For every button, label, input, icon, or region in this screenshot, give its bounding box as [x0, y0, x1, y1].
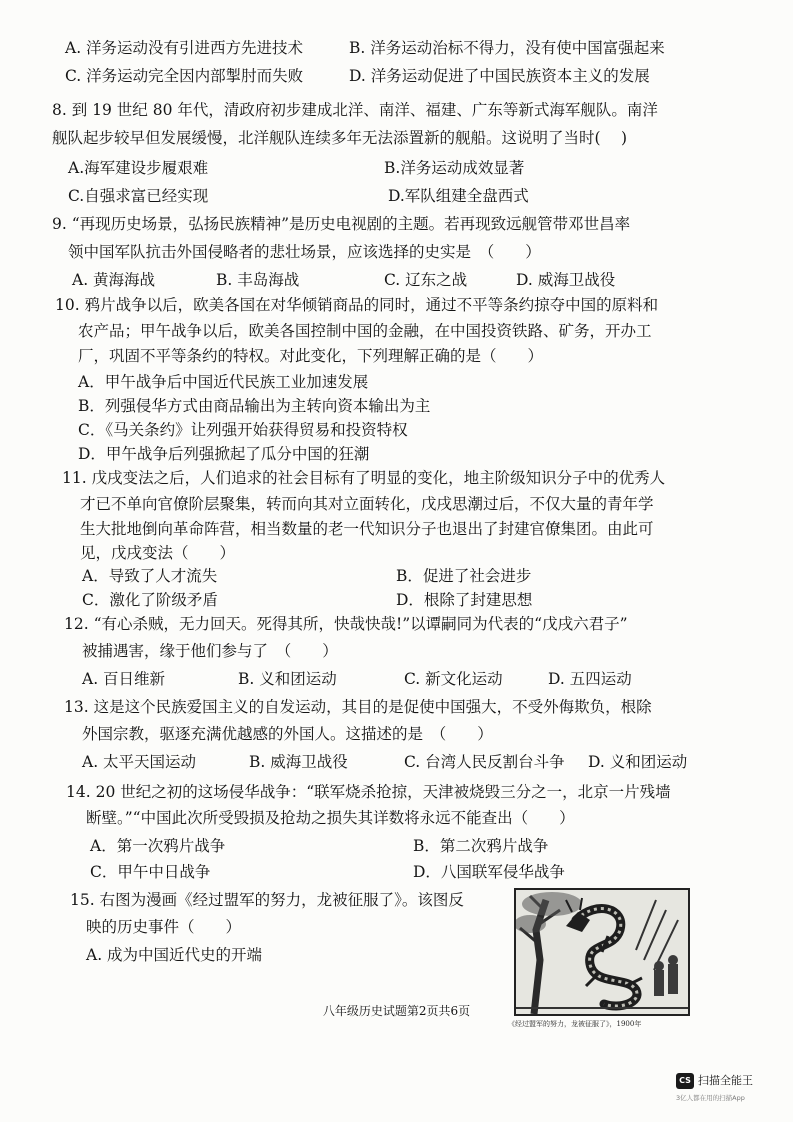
q10-stem-line-3: 厂，巩固不平等条约的特权。对此变化，下列理解正确的是（ ）: [78, 347, 544, 365]
q11-option-d: D．根除了封建思想: [396, 591, 533, 609]
q7-option-b: B. 洋务运动治标不得力，没有使中国富强起来: [349, 39, 665, 57]
q14-stem-line-1: 14. 20 世纪之初的这场侵华战争：“联军烧杀抢掠，天津被烧毁三分之一，北京一片残墙: [66, 783, 671, 801]
q12-stem-line-2: 被捕遇害，缘于他们参与了 （ ）: [82, 642, 338, 660]
q10-option-c: C．《马关条约》让列强开始获得贸易和投资特权: [78, 421, 408, 439]
page-footer: 八年级历史试题第2页共6页: [322, 1004, 471, 1018]
q14-option-b: B．第二次鸦片战争: [413, 837, 549, 855]
q12-stem-line-1: 12. “有心杀贼，无力回天。死得其所，快哉快哉!”以谭嗣同为代表的“戊戌六君子”: [64, 615, 628, 633]
q8-option-b: B.洋务运动成效显著: [384, 159, 525, 177]
q7-option-a: A. 洋务运动没有引进西方先进技术: [65, 39, 304, 57]
q8-option-c: C.自强求富已经实现: [68, 187, 209, 205]
q11-stem-line-2: 才已不单向官僚阶层聚集，转而向其对立面转化，戊戌思潮过后，不仅大量的青年学: [80, 495, 654, 513]
q10-option-d: D．甲午战争后列强掀起了瓜分中国的狂潮: [78, 445, 370, 463]
q9-stem-line-1: 9. “再现历史场景，弘扬民族精神”是历史电视剧的主题。若再现致远舰管带邓世昌率: [52, 215, 631, 233]
q9-option-c: C. 辽东之战: [384, 271, 468, 289]
q13-option-a: A. 太平天国运动: [82, 753, 197, 771]
q12-option-a: A. 百日维新: [82, 670, 166, 688]
q12-option-c: C. 新文化运动: [404, 670, 503, 688]
q7-option-d: D. 洋务运动促进了中国民族资本主义的发展: [349, 67, 650, 85]
q9-option-b: B. 丰岛海战: [216, 271, 300, 289]
q14-stem-line-2: 断壁。”“中国此次所受毁损及抢劫之损失其详数将永远不能查出（ ）: [86, 809, 575, 827]
q11-option-a: A．导致了人才流失: [82, 567, 218, 585]
q12-option-d: D. 五四运动: [548, 670, 632, 688]
q8-option-d: D.军队组建全盘西式: [388, 187, 529, 205]
cartoon-caption: 《经过盟军的努力，龙被征服了》，1900年: [508, 1020, 642, 1028]
q15-option-a: A. 成为中国近代史的开端: [86, 946, 263, 964]
q9-stem-line-2: 领中国军队抗击外国侵略者的悲壮场景，应该选择的史实是 （ ）: [68, 243, 541, 261]
q11-option-c: C．激化了阶级矛盾: [82, 591, 218, 609]
q15-stem-line-2: 映的历史事件（ ）: [86, 918, 242, 936]
scanner-slogan: 3亿人都在用的扫描App: [676, 1094, 745, 1102]
q13-stem-line-1: 13. 这是这个民族爱国主义的自发运动，其目的是促使中国强大，不受外侮欺负，根除: [64, 698, 652, 716]
camscanner-logo-icon: CS: [676, 1073, 694, 1089]
q13-stem-line-2: 外国宗教，驱逐充满优越感的外国人。这描述的是 （ ）: [82, 725, 493, 743]
q10-stem-line-1: 10. 鸦片战争以后，欧美各国在对华倾销商品的同时，通过不平等条约掠夺中国的原料和: [55, 296, 659, 314]
q12-option-b: B. 义和团运动: [238, 670, 337, 688]
q14-option-a: A．第一次鸦片战争: [90, 837, 226, 855]
q8-stem-line-2: 舰队起步较早但发展缓慢，北洋舰队连续多年无法添置新的舰船。这说明了当时( ): [52, 129, 628, 147]
q11-stem-line-1: 11. 戊戌变法之后，人们追求的社会目标有了明显的变化，地主阶级知识分子中的优秀人: [62, 469, 666, 487]
q11-option-b: B．促进了社会进步: [396, 567, 532, 585]
q11-stem-line-4: 见，戊戌变法（ ）: [80, 544, 236, 562]
q7-option-c: C. 洋务运动完全因内部掣肘而失败: [65, 67, 304, 85]
q14-option-c: C．甲午中日战争: [90, 863, 211, 881]
q13-option-b: B. 威海卫战役: [249, 753, 348, 771]
q14-option-d: D．八国联军侵华战争: [413, 863, 565, 881]
q10-stem-line-2: 农产品；甲午战争以后，欧美各国控制中国的金融，在中国投资铁路、矿务，开办工: [78, 322, 652, 340]
q10-option-a: A．甲午战争后中国近代民族工业加速发展: [78, 373, 369, 391]
q8-stem-line-1: 8. 到 19 世纪 80 年代，清政府初步建成北洋、南洋、福建、广东等新式海军舰队。南洋: [52, 101, 658, 119]
scanner-app-name: 扫描全能王: [698, 1074, 753, 1087]
q8-option-a: A.海军建设步履艰难: [68, 159, 209, 177]
q9-option-a: A. 黄海海战: [72, 271, 156, 289]
dragon-cartoon-image: [514, 888, 690, 1016]
q13-option-c: C. 台湾人民反割台斗争: [404, 753, 565, 771]
q10-option-b: B．列强侵华方式由商品输出为主转向资本输出为主: [78, 397, 431, 415]
q11-stem-line-3: 生大批地倒向革命阵营，相当数量的老一代知识分子也退出了封建官僚集团。由此可: [80, 520, 654, 538]
q9-option-d: D. 威海卫战役: [516, 271, 616, 289]
q15-stem-line-1: 15. 右图为漫画《经过盟军的努力，龙被征服了》。该图反: [70, 891, 464, 909]
q13-option-d: D. 义和团运动: [588, 753, 688, 771]
